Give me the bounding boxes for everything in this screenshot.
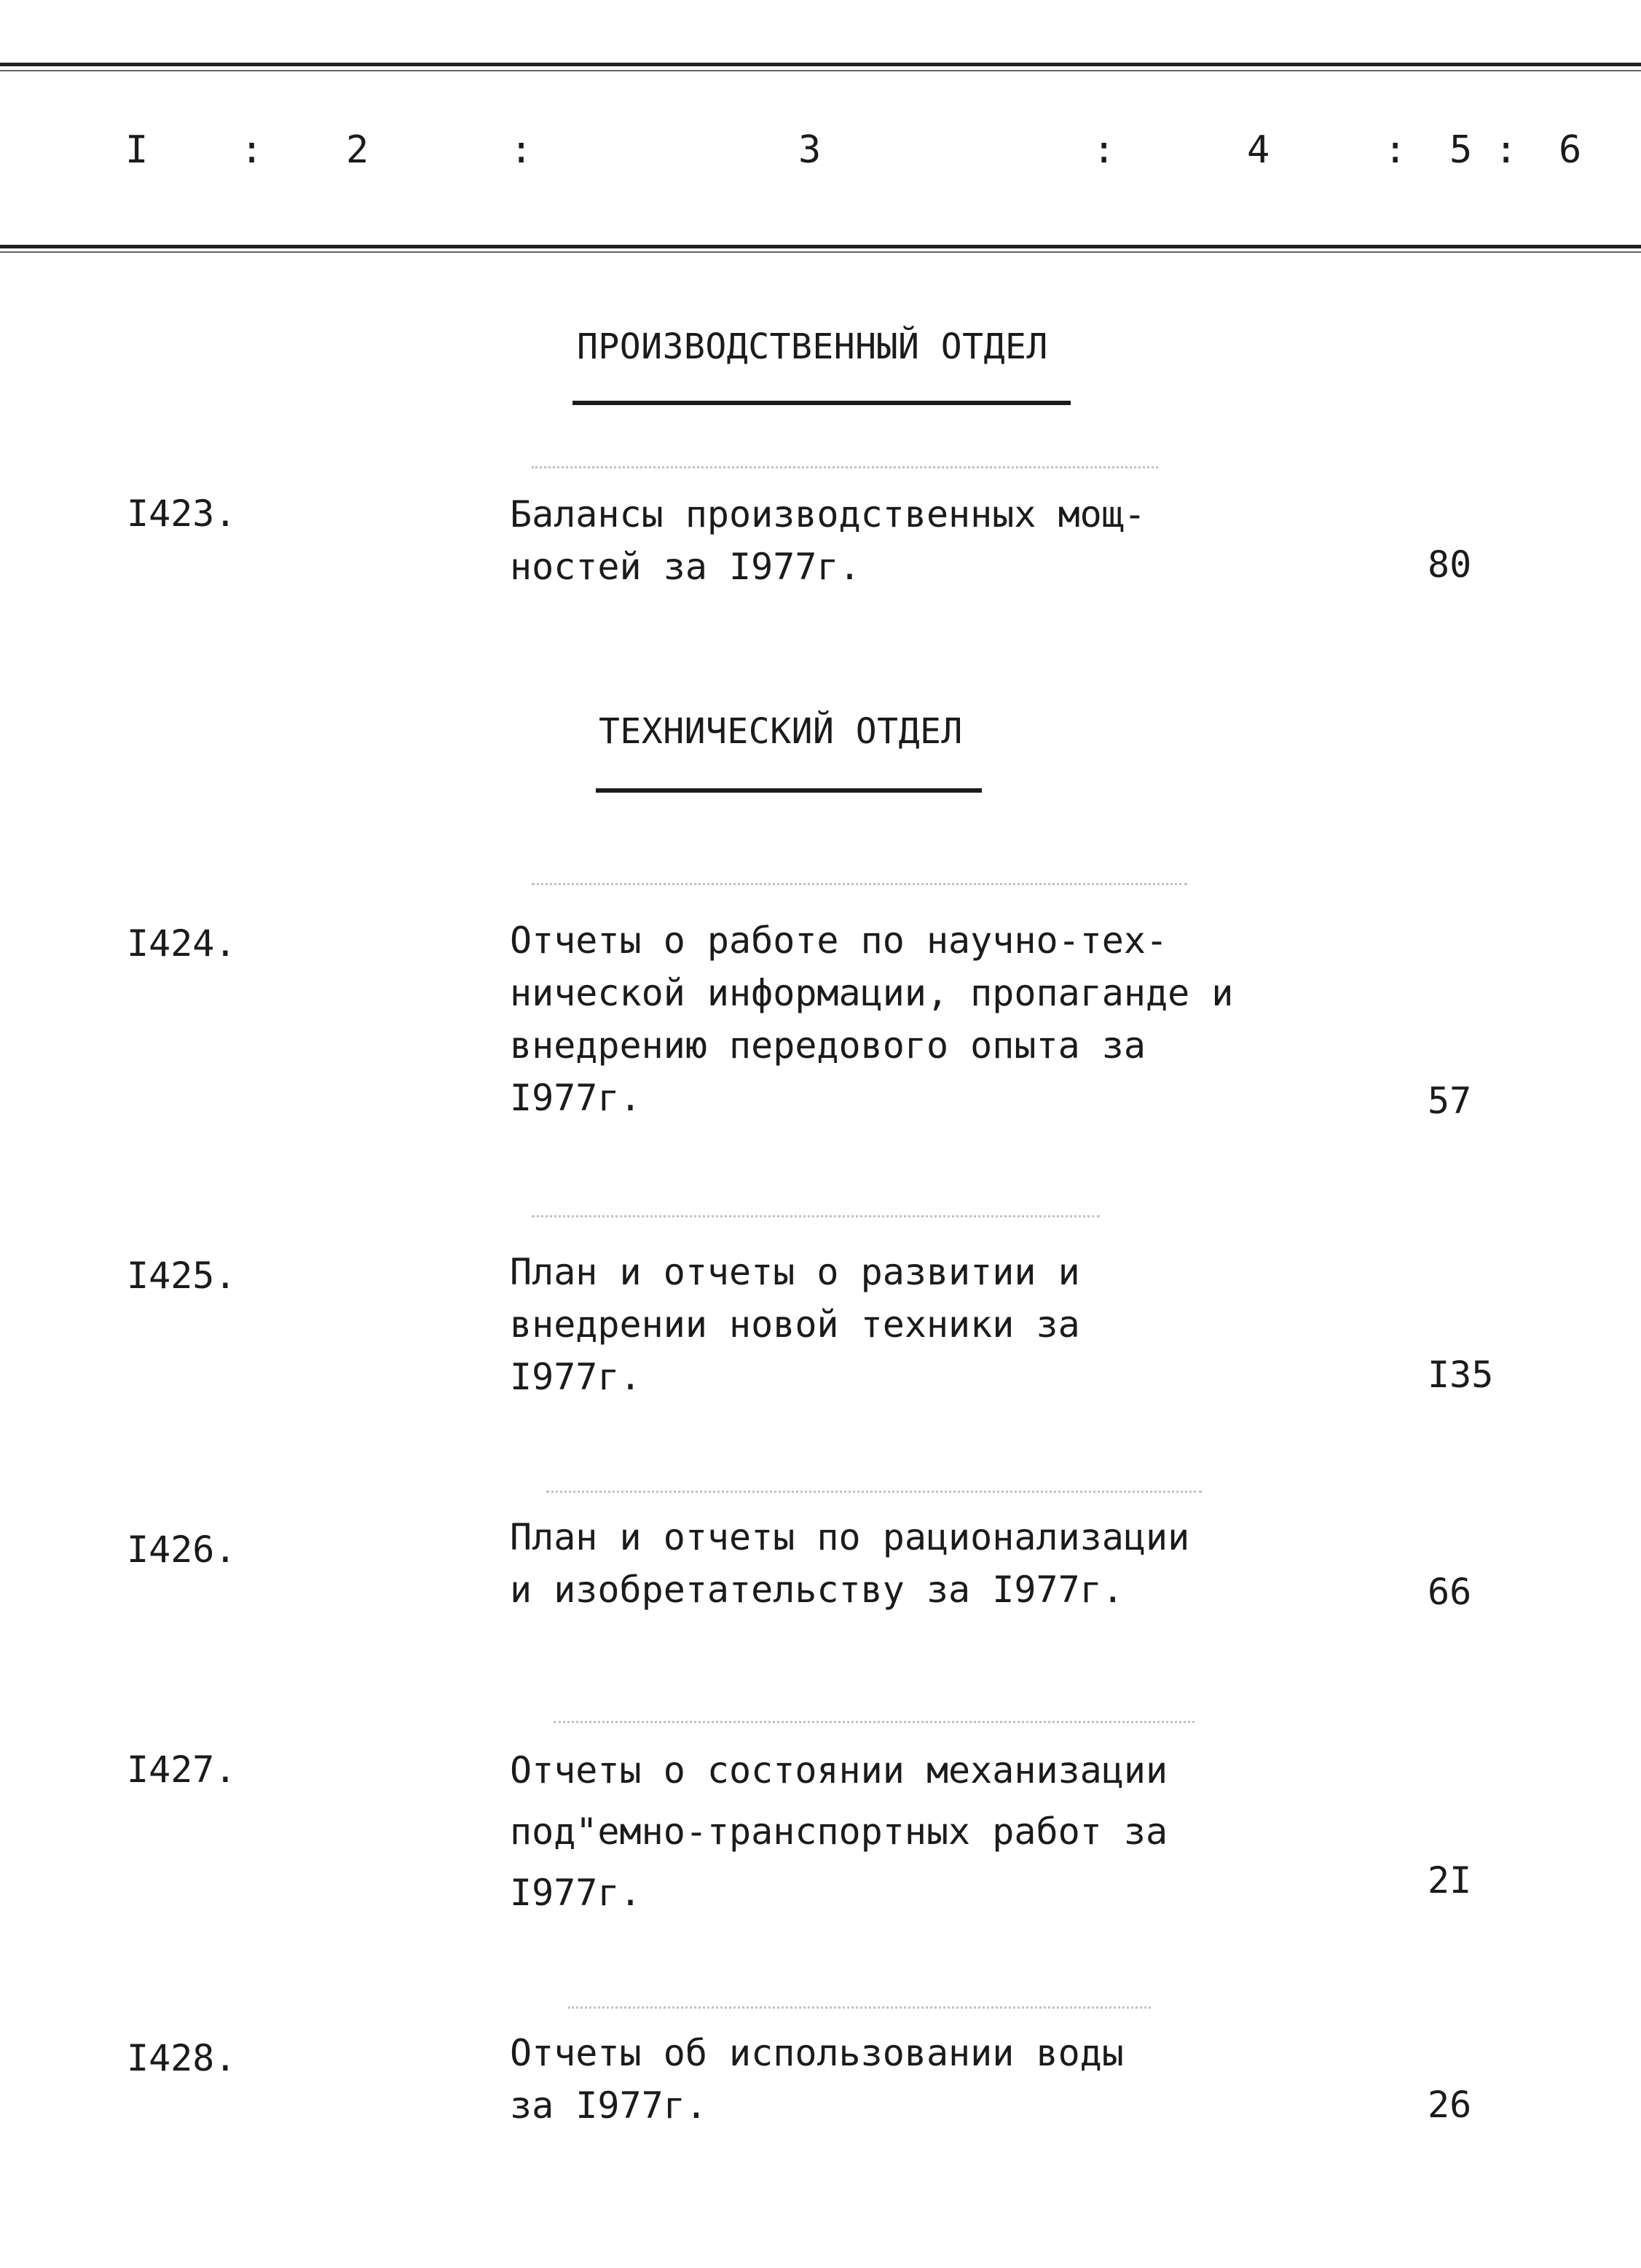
entry-description: План и отчеты по рационализации и изобретательству за I977г. — [510, 1516, 1190, 1611]
section-title-underline — [596, 788, 982, 793]
entry-sheet-count: 57 — [1428, 1080, 1472, 1122]
entry-number: I428. — [127, 2037, 237, 2079]
entry-description: Отчеты о работе по научно-тех- нической информации, пропаганде и внедрению передового опыта за I977г. — [510, 919, 1234, 1119]
entry-description: Балансы производственных мощ- ностей за I977г. — [510, 493, 1146, 588]
header-top-rule-thin — [0, 70, 1641, 71]
section-title: ПРОИЗВОДСТВЕННЫЙ ОТДЕЛ — [577, 326, 1048, 367]
row-separator-dots — [532, 883, 1187, 887]
entry-sheet-count: 80 — [1428, 544, 1472, 586]
column-separator: : — [510, 128, 533, 172]
header-bottom-rule — [0, 245, 1641, 248]
section-title: ТЕХНИЧЕСКИЙ ОТДЕЛ — [599, 711, 963, 752]
entry-description: План и отчеты о развитии и внедрении новой техники за I977г. — [510, 1251, 1080, 1398]
entry-sheet-count: I35 — [1428, 1354, 1494, 1396]
column-separator: : — [1495, 128, 1518, 172]
entry-description: Отчеты об использовании воды за I977г. — [510, 2032, 1124, 2127]
entry-number: I423. — [127, 493, 237, 535]
entry-description: Отчеты о состоянии механизации под"емно-транспортных работ за I977г. — [510, 1749, 1168, 1914]
column-header-3: 3 — [798, 128, 822, 172]
row-separator-dots — [532, 1215, 1100, 1220]
row-separator-dots — [568, 2006, 1151, 2011]
column-header-2: 2 — [346, 128, 369, 172]
entry-number: I424. — [127, 922, 237, 965]
entry-number: I427. — [127, 1749, 237, 1791]
column-header-4: 4 — [1247, 128, 1270, 172]
column-separator: : — [1093, 128, 1116, 172]
row-separator-dots — [554, 1721, 1195, 1725]
entry-sheet-count: 26 — [1428, 2084, 1472, 2126]
header-top-rule — [0, 63, 1641, 66]
section-title-underline — [572, 401, 1071, 405]
entry-sheet-count: 66 — [1428, 1571, 1472, 1613]
column-separator: : — [240, 128, 264, 172]
entry-number: I425. — [127, 1255, 237, 1297]
column-header-5: 5 — [1449, 128, 1473, 172]
column-separator: : — [1384, 128, 1407, 172]
row-separator-dots — [546, 1491, 1202, 1495]
row-separator-dots — [532, 466, 1158, 471]
column-header-6: 6 — [1559, 128, 1582, 172]
column-header-1: I — [125, 128, 149, 172]
entry-number: I426. — [127, 1529, 237, 1571]
header-bottom-rule-thin — [0, 251, 1641, 253]
entry-sheet-count: 2I — [1428, 1859, 1472, 1902]
